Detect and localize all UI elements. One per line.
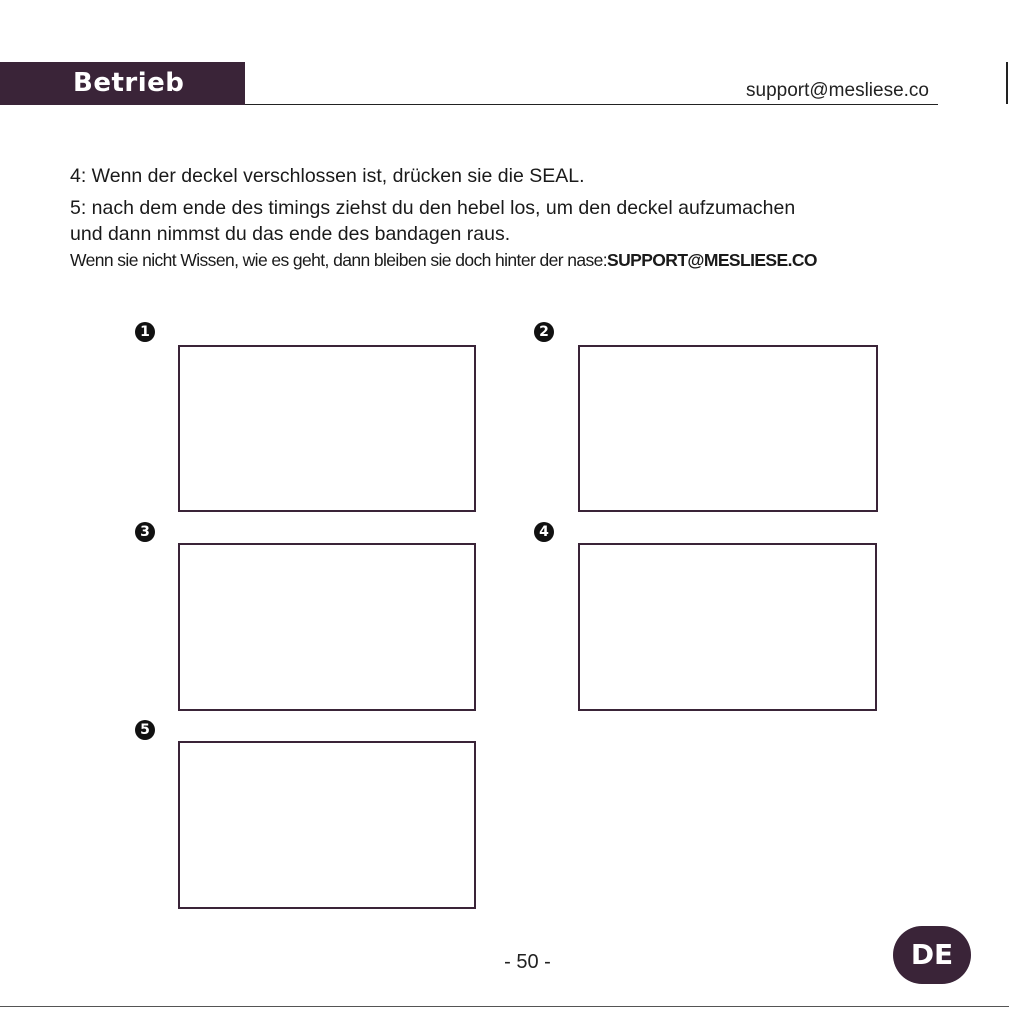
instruction-step-5-line-1: 5: nach dem ende des timings ziehst du den hebel los, um den deckel aufzumachen (70, 197, 796, 219)
header-rule (245, 104, 938, 105)
instruction-step-5-line-2: und dann nimmst du das ende des bandagen raus. (70, 223, 511, 245)
step-image-1 (178, 345, 476, 512)
page-number: - 50 - (504, 951, 551, 973)
support-email: support@mesliese.co (746, 80, 929, 101)
language-badge: DE (893, 926, 971, 984)
help-email: SUPPORT@MESLIESE.CO (607, 250, 817, 270)
step-image-2 (578, 345, 878, 512)
step-number-2: 2 (534, 322, 554, 342)
step-number-1: 1 (135, 322, 155, 342)
step-number-3: 3 (135, 522, 155, 542)
step-number-4: 4 (534, 522, 554, 542)
bottom-rule (0, 1006, 1009, 1007)
step-image-5 (178, 741, 476, 909)
section-title: Betrieb (73, 68, 185, 98)
step-number-5: 5 (135, 720, 155, 740)
help-line (70, 250, 817, 271)
right-edge-rule (1006, 62, 1008, 104)
step-image-3 (178, 543, 476, 711)
step-image-4 (578, 543, 877, 711)
instruction-step-4: 4: Wenn der deckel verschlossen ist, drücken sie die SEAL. (70, 165, 585, 187)
section-tab (0, 62, 245, 105)
help-text: Wenn sie nicht Wissen, wie es geht, dann bleiben sie doch hinter der nase: (70, 250, 608, 270)
